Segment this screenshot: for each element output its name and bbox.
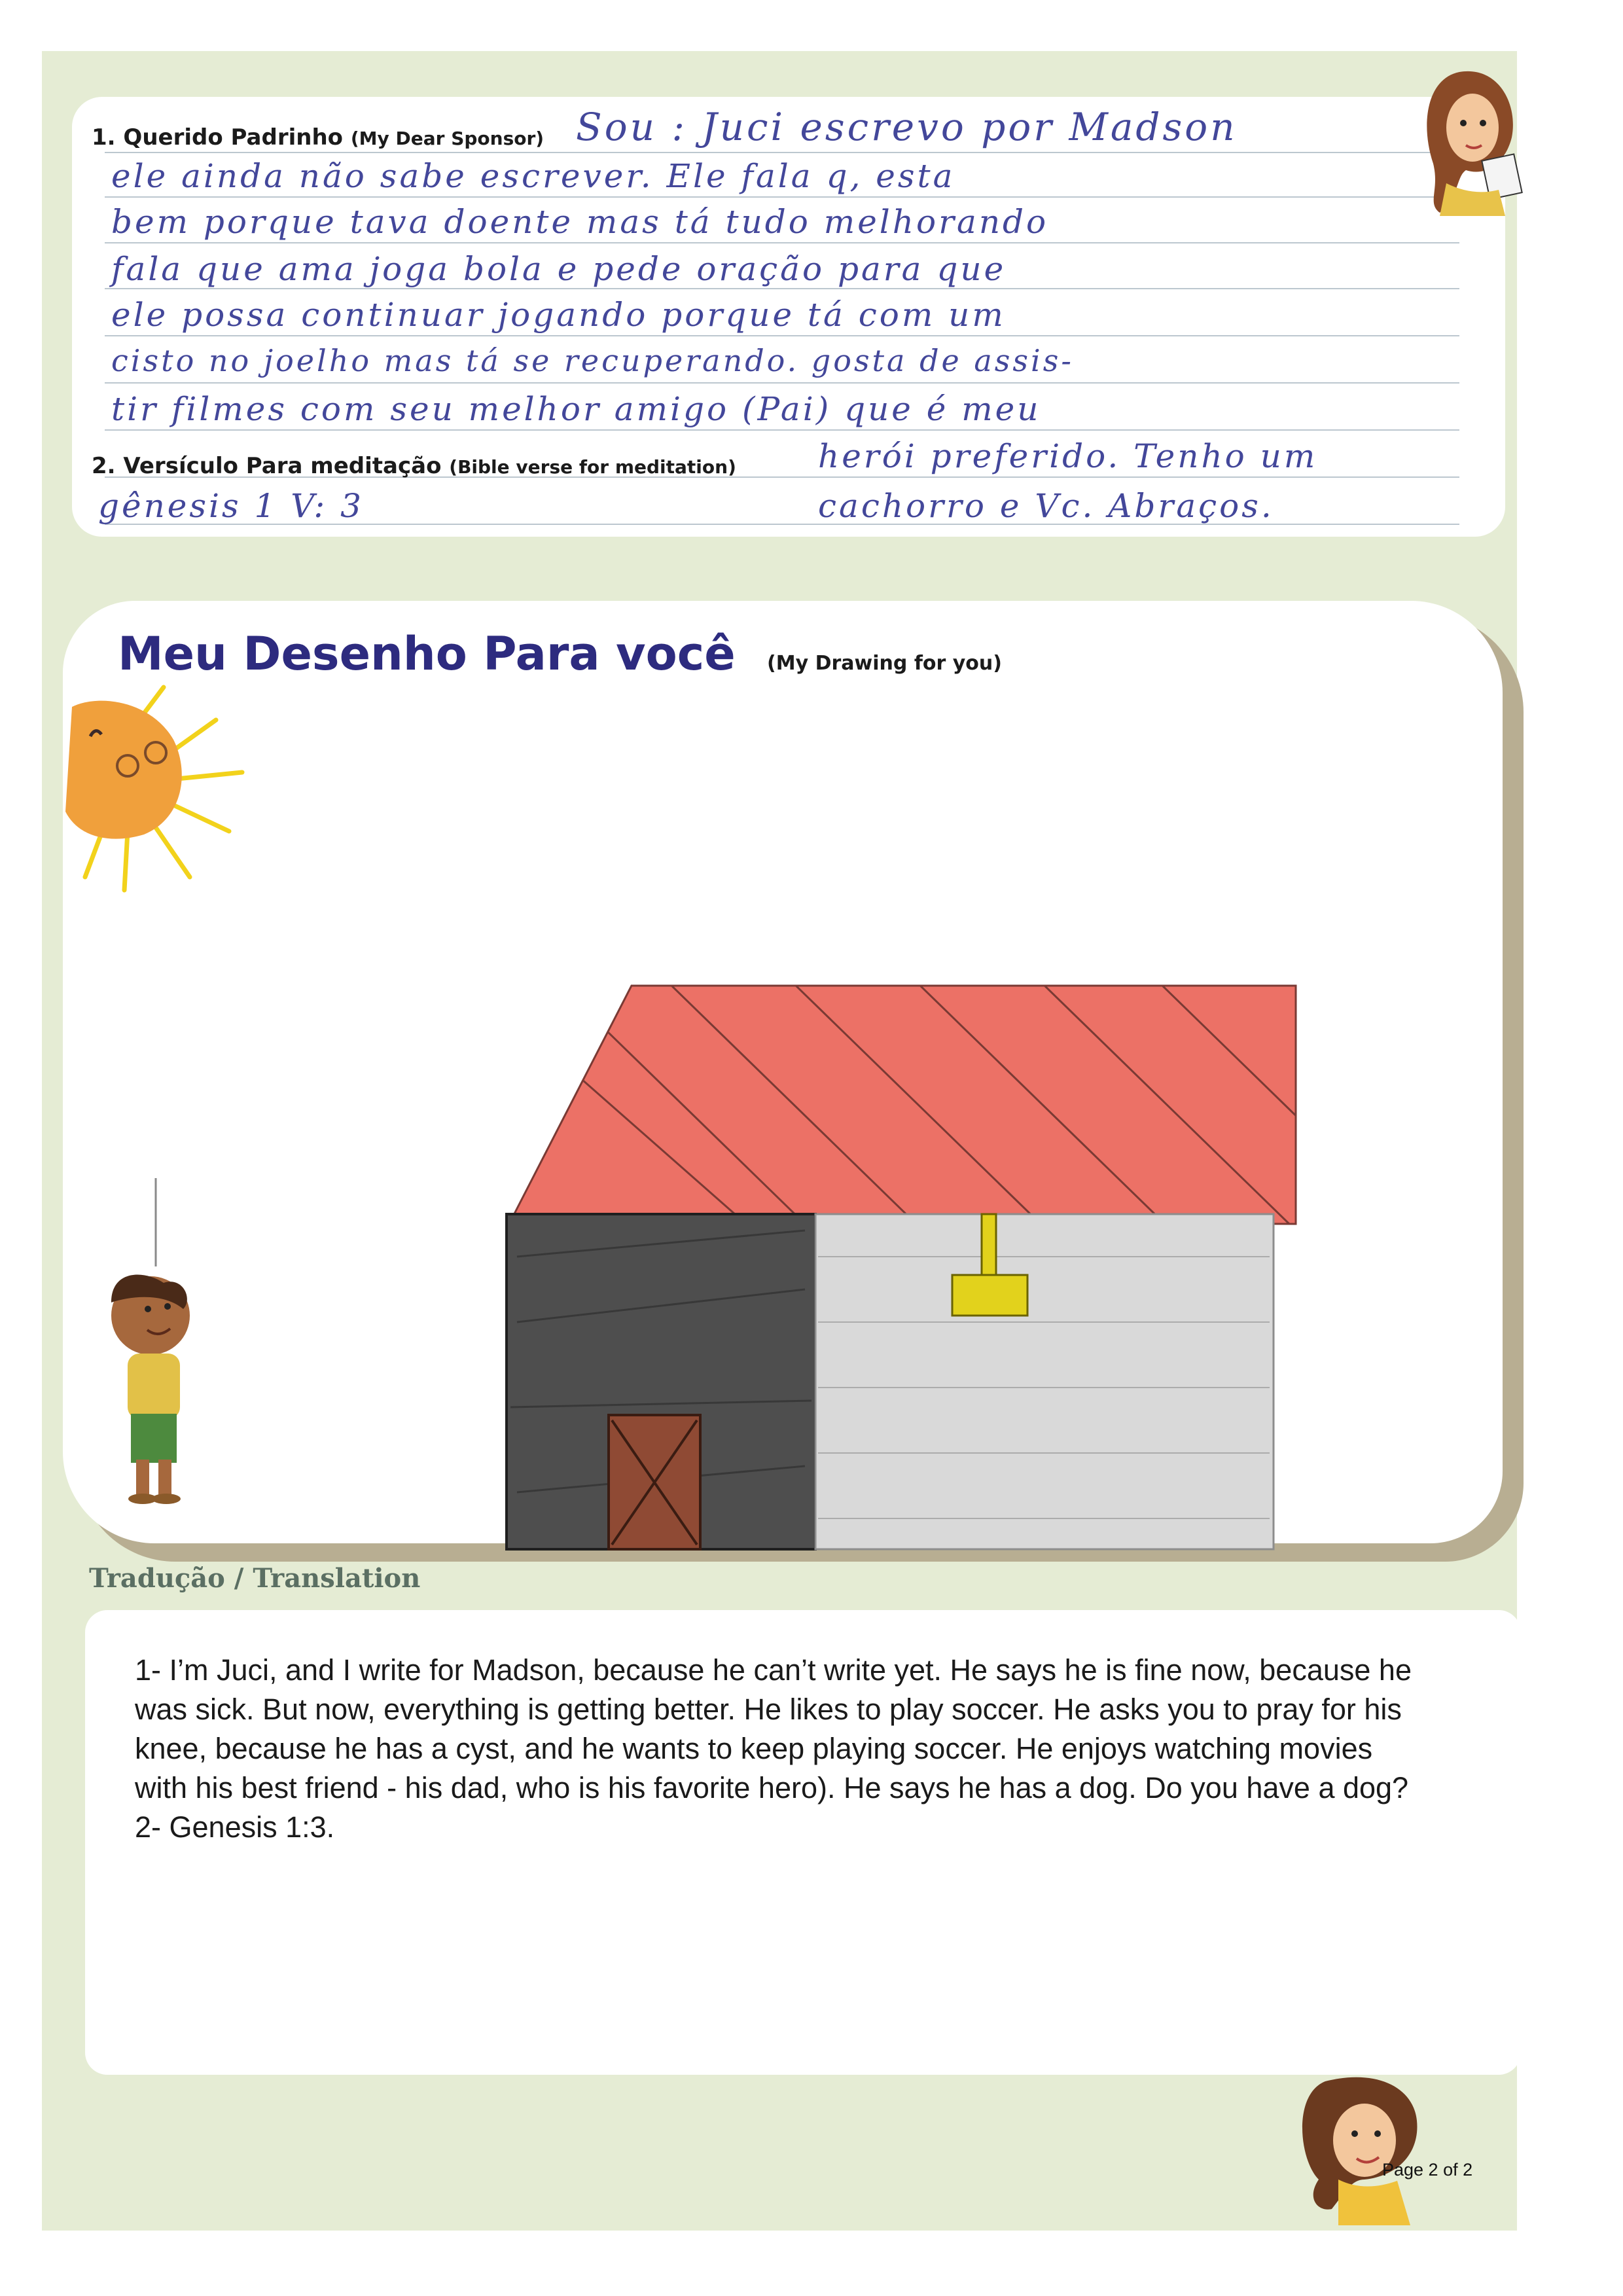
section1-heading [92, 124, 544, 151]
rule-line [105, 242, 1459, 243]
page-footer: Page 2 of 2 [1382, 2160, 1473, 2179]
letter-line: cisto no joelho mas tá se recuperando. gosta de assis- [111, 343, 1074, 378]
section1-subtitle: (My Dear Sponsor) [350, 128, 544, 149]
section2-subtitle: (Bible verse for meditation) [449, 456, 736, 478]
section2-number: 2. [92, 453, 116, 479]
section1-title: Querido Padrinho [123, 124, 344, 151]
rule-line [105, 335, 1459, 336]
drawing-subtitle: (My Drawing for you) [767, 652, 1002, 675]
drawing-title-text: Meu Desenho Para você [118, 627, 736, 681]
letter-line: herói preferido. Tenho um [818, 437, 1318, 475]
woman-illustration [1299, 2068, 1430, 2225]
letter-line: fala que ama joga bola e pede oração para que [111, 250, 1007, 288]
rule-line [105, 382, 1459, 384]
section2-heading [92, 453, 736, 479]
sponsor-woman-illustration [1420, 65, 1518, 216]
roof [510, 986, 1296, 1224]
sun-drawing [59, 681, 255, 897]
translation-text: 1- I’m Juci, and I write for Madson, because he can’t write yet. He says he is fine now, because he was sick. But now, everything is getting better. He likes to play soccer. He asks you to pray for his knee, because he has a cyst, and he wants to keep playing soccer. He enjoys watching movies with his best friend - his dad, who is his favorite hero). He says he has a dog. Do you have a dog? 2- Genesis 1:3. [135, 1653, 1412, 1844]
drawing-title [118, 627, 1002, 681]
lamp [952, 1275, 1027, 1316]
letter-line: ele possa continuar jogando porque tá com um [111, 296, 1006, 334]
letter-line: cachorro e Vc. Abraços. [818, 487, 1274, 525]
section2-title: Versículo Para meditação [123, 453, 442, 479]
bible-verse: gênesis 1 V: 3 [98, 487, 364, 525]
lamp-post [982, 1214, 996, 1280]
translation-label: Tradução / Translation [89, 1563, 421, 1594]
letter-line: bem porque tava doente mas tá tudo melhorando [111, 203, 1049, 241]
letter-line: ele ainda não sabe escrever. Ele fala q, esta [111, 157, 955, 195]
rule-line [105, 288, 1459, 289]
rule-line [105, 196, 1459, 198]
translation-panel [85, 1610, 1521, 2075]
light-wall [815, 1214, 1274, 1549]
letter-line: tir filmes com seu melhor amigo (Pai) que é meu [111, 390, 1041, 428]
rule-line [105, 429, 1459, 431]
section1-number: 1. [92, 124, 116, 151]
house-drawing [497, 982, 1296, 1564]
rule-line [105, 152, 1459, 153]
boy-illustration [85, 1178, 242, 1505]
letter-line: Sou : Juci escrevo por Madson [576, 105, 1238, 149]
